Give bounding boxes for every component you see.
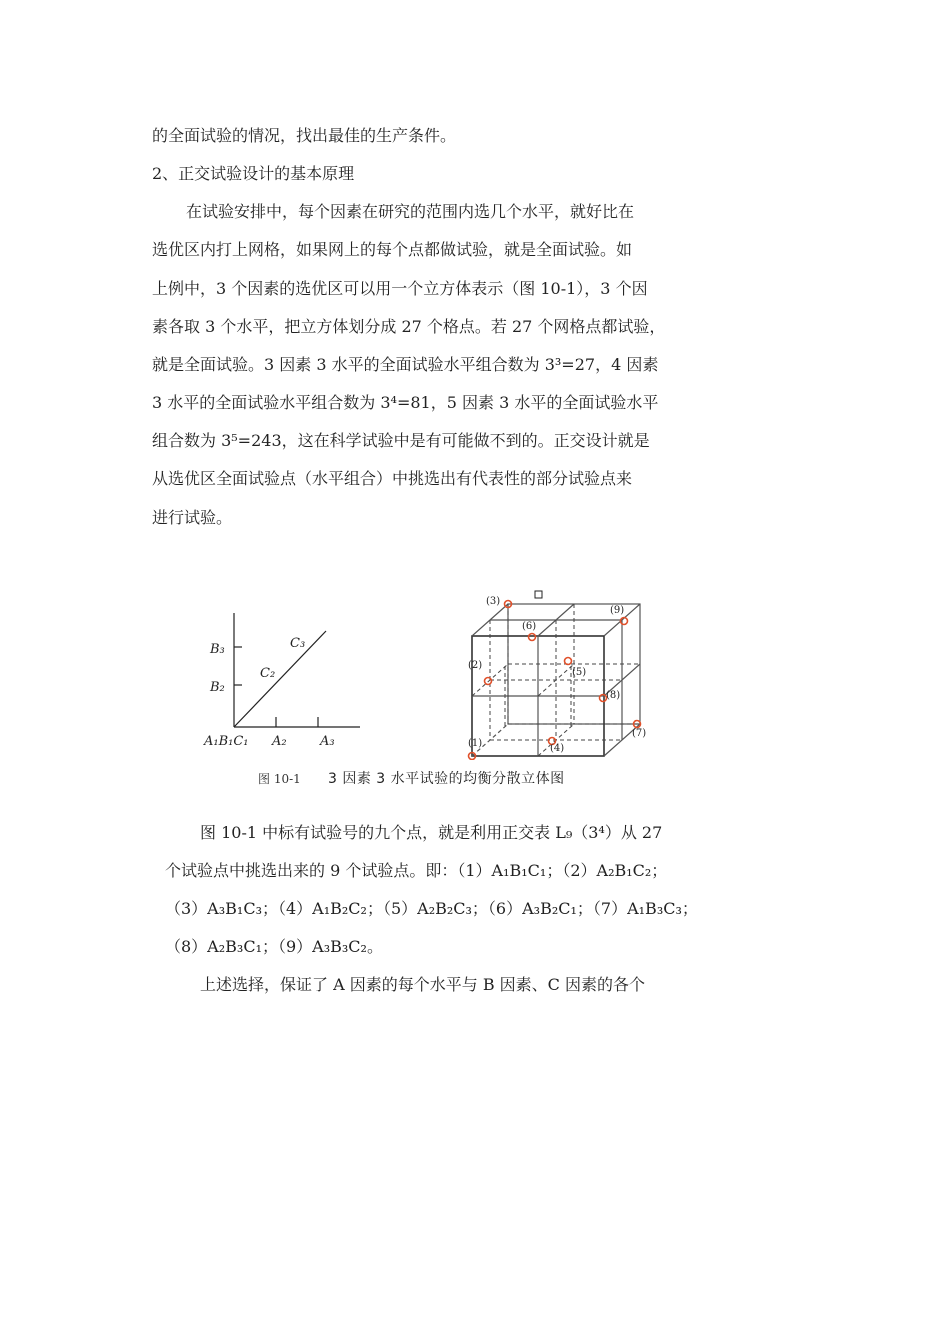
text-line: 个试验点中挑选出来的 9 个试验点。即：（1）A₁B₁C₁；（2）A₂B₁C₂； — [165, 861, 668, 880]
text-line: 素各取 3 个水平，把立方体划分成 27 个格点。若 27 个网格点都试验， — [152, 317, 666, 336]
figure-number: 图 10-1 — [258, 772, 301, 786]
cube-diagram — [460, 588, 660, 760]
label-a3: A₃ — [320, 734, 335, 749]
label-c3: C₃ — [290, 636, 306, 651]
point-label: (1) — [468, 738, 483, 749]
text-line: 选优区内打上网格，如果网上的每个点都做试验，就是全面试验。如 — [152, 240, 633, 259]
text-line: 组合数为 3⁵=243，这在科学试验中是有可能做不到的。正交设计就是 — [152, 431, 650, 450]
label-c2: C₂ — [260, 666, 276, 681]
axes-diagram — [200, 605, 370, 755]
label-b3: B₃ — [210, 642, 225, 657]
point-label: (3) — [486, 596, 501, 607]
text-line: 在试验安排中，每个因素在研究的范围内选几个水平，就好比在 — [186, 202, 635, 221]
label-b2: B₂ — [210, 680, 225, 695]
point-label: (2) — [468, 660, 483, 671]
point-2 — [485, 678, 492, 685]
label-origin: A₁B₁C₁ — [204, 734, 249, 749]
point-label: (7) — [632, 728, 647, 739]
point-6 — [529, 634, 536, 641]
text-line: （3）A₃B₁C₃；（4）A₁B₂C₂；（5）A₂B₂C₃；（6）A₃B₂C₁；（7）A₁B₃C₃； — [165, 899, 698, 918]
point-label: (9) — [610, 605, 625, 616]
text-line: 上例中，3 个因素的选优区可以用一个立方体表示（图 10-1），3 个因 — [152, 279, 648, 298]
point-label: (6) — [522, 621, 537, 632]
square-marker — [535, 591, 542, 598]
label-a2: A₂ — [272, 734, 287, 749]
point-label: (8) — [606, 690, 621, 701]
text-line: 图 10-1 中标有试验号的九个点，就是利用正交表 L₉（3⁴）从 27 — [200, 823, 663, 842]
section-heading: 2、正交试验设计的基本原理 — [152, 164, 355, 183]
point-label: (5) — [572, 667, 587, 678]
text-line: 上述选择，保证了 A 因素的每个水平与 B 因素、C 因素的各个 — [200, 975, 645, 994]
point-label: (4) — [550, 743, 565, 754]
text-line: 3 水平的全面试验水平组合数为 3⁴=81，5 因素 3 水平的全面试验水平 — [152, 393, 659, 412]
text-line: 就是全面试验。3 因素 3 水平的全面试验水平组合数为 3³=27，4 因素 — [152, 355, 659, 374]
text-line: 进行试验。 — [152, 508, 233, 527]
text-line: （8）A₂B₃C₁；（9）A₃B₃C₂。 — [165, 937, 383, 956]
point-5 — [565, 658, 572, 665]
text-line: 的全面试验的情况，找出最佳的生产条件。 — [152, 126, 457, 145]
figure-title: 3 因素 3 水平试验的均衡分散立体图 — [328, 771, 565, 787]
text-line: 从选优区全面试验点（水平组合）中挑选出有代表性的部分试验点来 — [152, 469, 633, 488]
